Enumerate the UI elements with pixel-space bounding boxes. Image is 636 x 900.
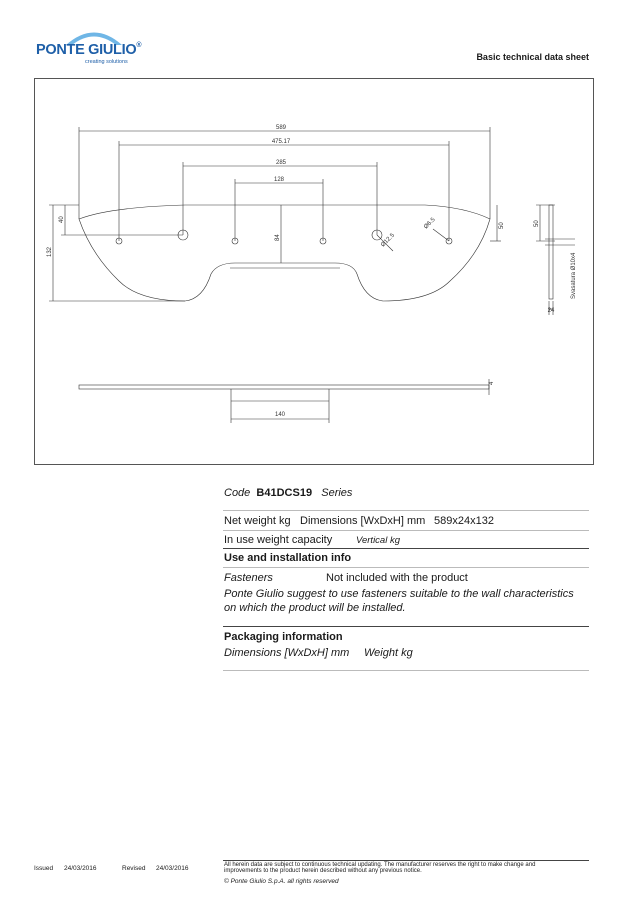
installation-heading: Use and installation info bbox=[224, 552, 352, 564]
installation-note-line1: Ponte Giulio suggest to use fasteners suitable to the wall characteristics bbox=[224, 588, 574, 600]
dim-side-height: 50 bbox=[534, 220, 540, 227]
dim-hole-span-inner: 128 bbox=[273, 177, 285, 183]
product-code: B41DCS19 bbox=[256, 487, 313, 499]
sheet-title: Basic technical data sheet bbox=[476, 52, 589, 62]
product-code-row bbox=[224, 487, 352, 499]
dimensions-value: 589x24x132 bbox=[434, 515, 494, 527]
issued-label: Issued bbox=[34, 865, 54, 872]
dim-right-height: 50 bbox=[499, 222, 505, 229]
dim-hole-large: Ø12.5 bbox=[380, 232, 396, 249]
footer-divider bbox=[223, 860, 589, 861]
issued-date: 24/03/2016 bbox=[64, 865, 97, 872]
divider bbox=[223, 530, 589, 531]
dim-side-note: Svasatura Ø10x4 bbox=[571, 252, 577, 299]
code-label: Code bbox=[224, 487, 251, 499]
drawing-canvas bbox=[35, 79, 595, 466]
disclaimer-line1: All herein data are subject to continuous technical updating. The manufacturer reserves the right to make change and bbox=[224, 862, 536, 868]
packaging-heading: Packaging information bbox=[224, 631, 343, 643]
net-weight-label: Net weight kg bbox=[224, 515, 291, 527]
disclaimer-line2: improvements to the product herein described without any previous notice. bbox=[224, 868, 422, 874]
dim-hole-span-mid: 285 bbox=[275, 160, 287, 166]
dim-bottom-width: 140 bbox=[274, 412, 286, 418]
capacity-label: In use weight capacity bbox=[224, 534, 333, 546]
dim-hole-small: Ø6.5 bbox=[423, 216, 437, 231]
dim-overall-width: 589 bbox=[275, 125, 287, 131]
revised-label: Revised bbox=[122, 865, 146, 872]
dim-hole-span-outer: 475.17 bbox=[271, 139, 291, 145]
divider bbox=[223, 670, 589, 671]
dim-total-height: 132 bbox=[47, 246, 53, 257]
dim-left-height: 40 bbox=[59, 216, 65, 223]
dim-center-depth: 84 bbox=[275, 234, 281, 241]
dimensions-label: Dimensions [WxDxH] mm bbox=[300, 515, 426, 527]
copyright: © Ponte Giulio S.p.A. all rights reserved bbox=[224, 878, 339, 885]
packaging-weight-label: Weight kg bbox=[364, 647, 413, 659]
divider bbox=[223, 548, 589, 549]
brand-logo bbox=[36, 24, 146, 70]
series-label: Series bbox=[321, 487, 353, 499]
divider bbox=[223, 626, 589, 627]
brand-mark: ® bbox=[136, 42, 142, 49]
fasteners-label: Fasteners bbox=[224, 572, 273, 584]
capacity-value: Vertical kg bbox=[356, 535, 400, 546]
dim-bottom-thickness: 4 bbox=[489, 381, 495, 385]
dim-side-depth: 24 bbox=[547, 308, 555, 314]
brand-tagline: creating solutions bbox=[85, 59, 128, 65]
technical-drawing bbox=[34, 78, 594, 465]
divider bbox=[223, 510, 589, 511]
revised-date: 24/03/2016 bbox=[156, 865, 189, 872]
divider bbox=[223, 567, 589, 568]
installation-note-line2: on which the product will be installed. bbox=[224, 602, 406, 614]
fasteners-value: Not included with the product bbox=[326, 572, 468, 584]
brand-name: PONTE GIULIO bbox=[36, 42, 137, 58]
packaging-dimensions-label: Dimensions [WxDxH] mm bbox=[224, 647, 350, 659]
